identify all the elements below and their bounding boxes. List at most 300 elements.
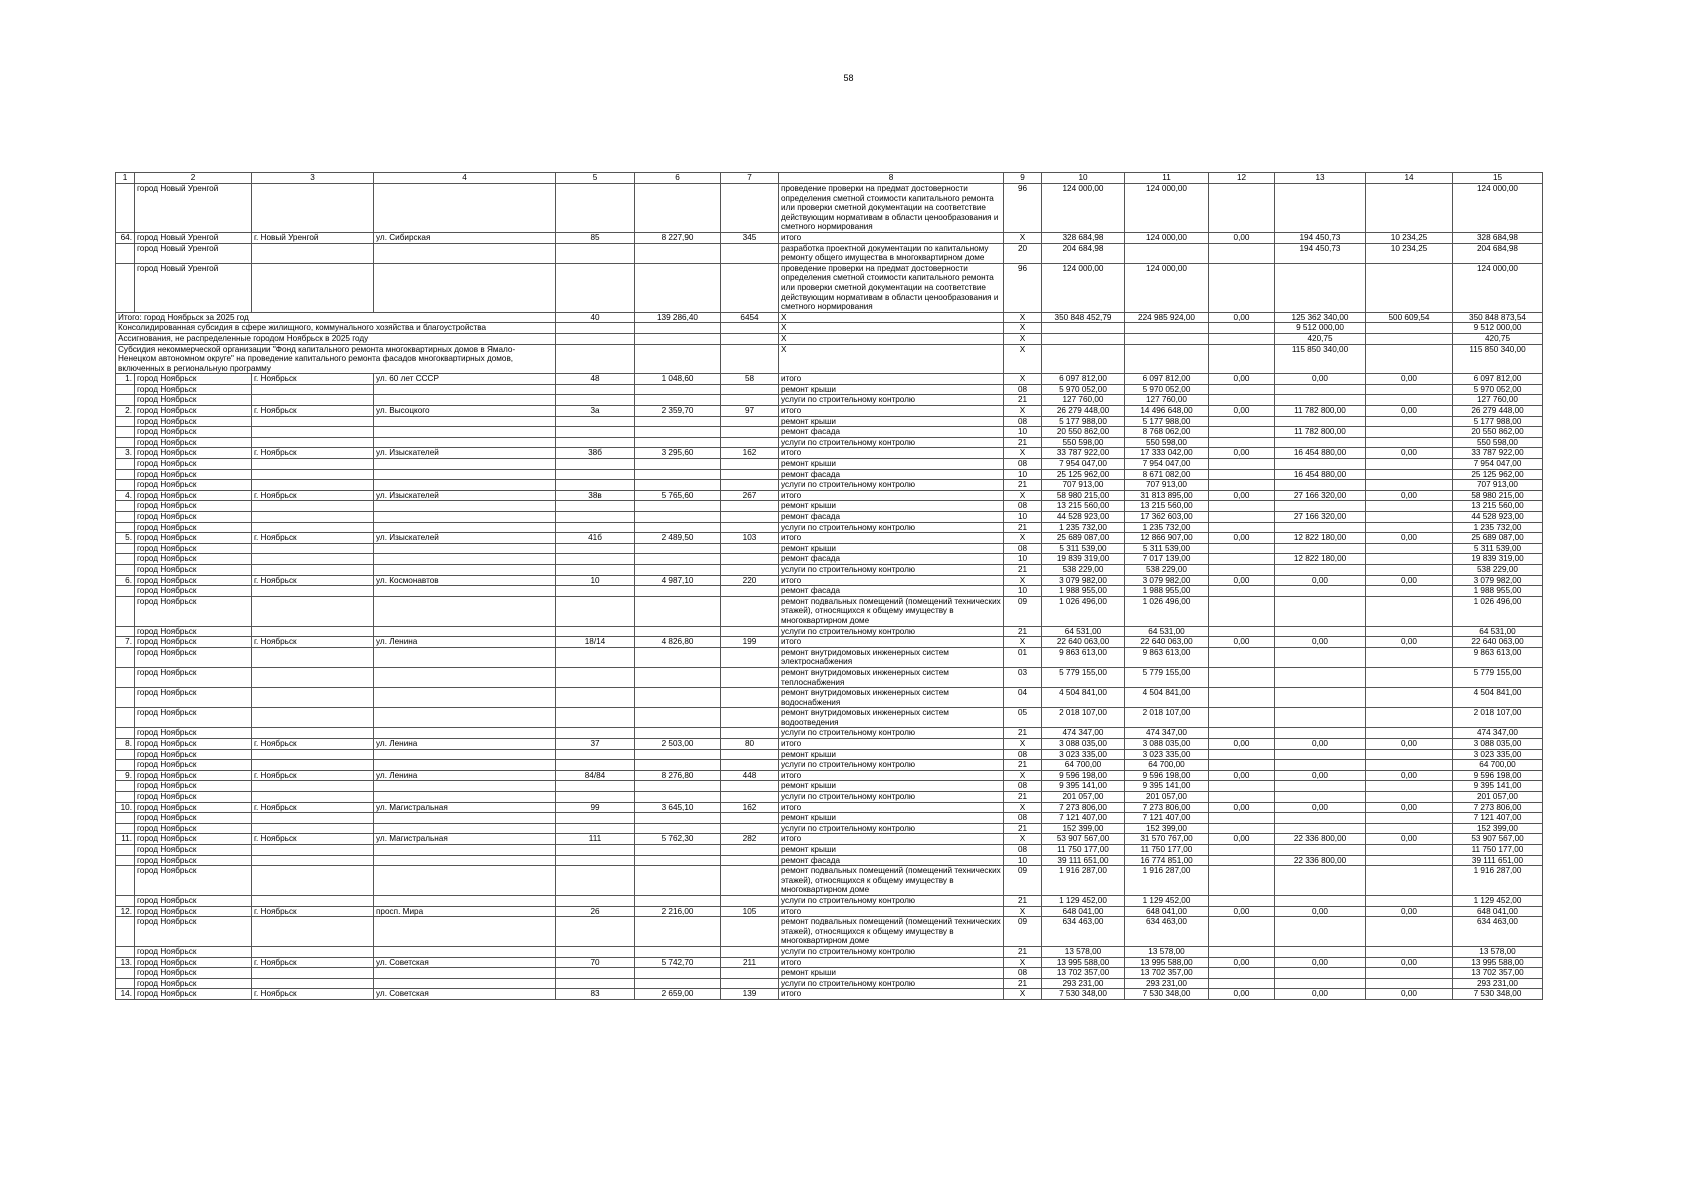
table-cell (1209, 968, 1275, 979)
table-cell (556, 184, 635, 233)
table-cell: просп. Мира (374, 906, 556, 917)
table-cell (721, 333, 779, 344)
table-cell: 9 596 198,00 (1125, 770, 1209, 781)
table-cell: город Ноябрьск (135, 770, 252, 781)
table-cell: 64 531,00 (1453, 626, 1543, 637)
table-cell: 12. (116, 906, 135, 917)
table-cell (556, 586, 635, 597)
table-cell: 64 700,00 (1042, 760, 1125, 771)
table-cell (556, 823, 635, 834)
table-cell (721, 543, 779, 554)
table-cell: ул. Советская (374, 957, 556, 968)
table-cell: ремонт внутридомовых инженерных систем водоснабжения (779, 688, 1004, 708)
table-cell (252, 968, 374, 979)
table-cell (252, 554, 374, 565)
table-cell: 11 750 177,00 (1042, 845, 1125, 856)
table-cell (556, 968, 635, 979)
table-cell (252, 781, 374, 792)
table-cell (556, 781, 635, 792)
table-cell: 103 (721, 533, 779, 544)
table-cell: ул. 60 лет СССР (374, 374, 556, 385)
table-row (116, 543, 1543, 554)
table-cell: итого (779, 834, 1004, 845)
table-row (116, 427, 1543, 438)
table-cell: г. Ноябрьск (252, 637, 374, 648)
table-cell (1366, 946, 1453, 957)
table-cell: 27 166 320,00 (1275, 512, 1366, 523)
table-cell: 21 (1004, 564, 1042, 575)
table-cell: 224 985 924,00 (1125, 312, 1209, 323)
table-cell: 1 048,60 (635, 374, 721, 385)
table-cell (252, 543, 374, 554)
table-cell: ремонт фасада (779, 855, 1004, 866)
table-cell: город Ноябрьск (135, 917, 252, 947)
table-cell (116, 512, 135, 523)
table-cell (1275, 184, 1366, 233)
table-cell (1275, 564, 1366, 575)
table-cell: 4. (116, 490, 135, 501)
table-cell (721, 469, 779, 480)
table-cell (374, 688, 556, 708)
table-cell (252, 823, 374, 834)
table-cell: 84/84 (556, 770, 635, 781)
table-cell (556, 384, 635, 395)
table-cell: 0,00 (1366, 989, 1453, 1000)
table-cell: 4 504 841,00 (1125, 688, 1209, 708)
table-cell: 282 (721, 834, 779, 845)
table-cell: 09 (1004, 596, 1042, 626)
table-cell: 648 041,00 (1125, 906, 1209, 917)
table-cell: 5 970 052,00 (1042, 384, 1125, 395)
table-cell (252, 184, 374, 233)
table-cell: 4 504 841,00 (1453, 688, 1543, 708)
table-cell: город Ноябрьск (135, 543, 252, 554)
table-cell (116, 978, 135, 989)
table-cell: 5 762,30 (635, 834, 721, 845)
table-cell (1275, 895, 1366, 906)
table-cell: 13 578,00 (1453, 946, 1543, 957)
table-cell: 44 528 923,00 (1042, 512, 1125, 523)
table-row (116, 895, 1543, 906)
table-cell: 4 826,80 (635, 637, 721, 648)
table-cell: г. Ноябрьск (252, 957, 374, 968)
table-cell: 634 463,00 (1125, 917, 1209, 947)
table-cell (635, 522, 721, 533)
table-cell: 17 362 603,00 (1125, 512, 1209, 523)
column-number-header: 3 (252, 173, 374, 184)
table-cell: 97 (721, 406, 779, 417)
table-cell (1275, 596, 1366, 626)
table-cell: 139 (721, 989, 779, 1000)
table-cell: 96 (1004, 184, 1042, 233)
table-cell: г. Ноябрьск (252, 448, 374, 459)
table-cell (721, 781, 779, 792)
table-cell: 31 813 895,00 (1125, 490, 1209, 501)
table-cell: 8 276,80 (635, 770, 721, 781)
table-cell (1366, 792, 1453, 803)
table-cell (1209, 512, 1275, 523)
table-cell: 3 079 982,00 (1042, 575, 1125, 586)
table-cell (556, 946, 635, 957)
table-cell: 96 (1004, 263, 1042, 312)
table-row (116, 739, 1543, 750)
table-cell (252, 855, 374, 866)
table-cell: 6 097 812,00 (1125, 374, 1209, 385)
table-cell: ремонт подвальных помещений (помещений технических этажей), относящихся к общему имуществу в многоквартирном доме (779, 917, 1004, 947)
table-cell (556, 512, 635, 523)
table-cell (1275, 792, 1366, 803)
table-cell: 13 578,00 (1125, 946, 1209, 957)
table-row (116, 978, 1543, 989)
table-cell (1275, 823, 1366, 834)
table-cell: город Ноябрьск (135, 575, 252, 586)
table-cell: 293 231,00 (1125, 978, 1209, 989)
table-row (116, 708, 1543, 728)
table-cell (1366, 184, 1453, 233)
table-cell (1275, 968, 1366, 979)
table-cell: 5 177 988,00 (1453, 416, 1543, 427)
table-cell (556, 501, 635, 512)
table-cell: 16 454 880,00 (1275, 448, 1366, 459)
table-row (116, 533, 1543, 544)
table-cell: 99 (556, 802, 635, 813)
table-cell (1209, 823, 1275, 834)
table-cell: г. Ноябрьск (252, 374, 374, 385)
table-cell: ремонт крыши (779, 543, 1004, 554)
table-cell (721, 564, 779, 575)
table-cell: 6. (116, 575, 135, 586)
table-cell: 37 (556, 739, 635, 750)
table-cell (116, 427, 135, 438)
table-cell: 13 578,00 (1042, 946, 1125, 957)
table-cell (374, 480, 556, 491)
table-cell: 08 (1004, 459, 1042, 470)
table-cell (556, 895, 635, 906)
table-cell (635, 708, 721, 728)
table-cell: 3 023 335,00 (1125, 749, 1209, 760)
table-cell (116, 469, 135, 480)
table-cell (556, 427, 635, 438)
table-cell: 33 787 922,00 (1042, 448, 1125, 459)
table-cell (1366, 333, 1453, 344)
table-row (116, 480, 1543, 491)
table-cell (635, 845, 721, 856)
table-cell: 22 640 063,00 (1453, 637, 1543, 648)
table-cell (374, 184, 556, 233)
table-cell: ремонт внутридомовых инженерных систем теплоснабжения (779, 667, 1004, 687)
table-row (116, 586, 1543, 597)
table-cell: ул. Изыскателей (374, 490, 556, 501)
table-cell (721, 792, 779, 803)
table-cell (1366, 395, 1453, 406)
table-cell: 10 (1004, 512, 1042, 523)
table-cell: 13 215 560,00 (1453, 501, 1543, 512)
table-cell: 3. (116, 448, 135, 459)
table-cell (374, 437, 556, 448)
table-cell: город Ноябрьск (135, 437, 252, 448)
table-row (116, 845, 1543, 856)
table-cell: 7 530 348,00 (1125, 989, 1209, 1000)
table-cell (635, 855, 721, 866)
table-cell (635, 978, 721, 989)
table-cell: ремонт внутридомовых инженерных систем электроснабжения (779, 647, 1004, 667)
table-cell: 08 (1004, 543, 1042, 554)
table-cell (252, 688, 374, 708)
table-cell (635, 184, 721, 233)
table-cell (635, 501, 721, 512)
table-cell: 194 450,73 (1275, 243, 1366, 263)
table-cell (635, 968, 721, 979)
table-cell: 58 980 215,00 (1042, 490, 1125, 501)
table-cell (252, 384, 374, 395)
table-row (116, 760, 1543, 771)
table-cell: город Ноябрьск (135, 395, 252, 406)
table-cell: 1 235 732,00 (1125, 522, 1209, 533)
table-cell: 14 496 648,00 (1125, 406, 1209, 417)
table-cell (635, 480, 721, 491)
table-cell (374, 586, 556, 597)
table-cell (635, 823, 721, 834)
table-cell (1275, 728, 1366, 739)
table-cell (252, 459, 374, 470)
table-cell: 14. (116, 989, 135, 1000)
table-cell (1275, 384, 1366, 395)
table-cell: 3 088 035,00 (1125, 739, 1209, 750)
table-cell: 0,00 (1366, 637, 1453, 648)
table-cell: 0,00 (1366, 374, 1453, 385)
table-cell: 0,00 (1209, 739, 1275, 750)
table-cell: 08 (1004, 845, 1042, 856)
table-cell: 0,00 (1209, 374, 1275, 385)
table-cell: город Новый Уренгой (135, 243, 252, 263)
table-cell: X (1004, 323, 1042, 334)
table-cell: итого (779, 770, 1004, 781)
table-cell (374, 728, 556, 739)
table-cell: X (1004, 533, 1042, 544)
table-cell (556, 416, 635, 427)
table-cell (721, 667, 779, 687)
table-cell (252, 626, 374, 637)
table-cell (556, 543, 635, 554)
table-cell: город Ноябрьск (135, 895, 252, 906)
table-cell (374, 781, 556, 792)
table-row (116, 637, 1543, 648)
table-cell: 7 273 806,00 (1125, 802, 1209, 813)
table-cell: 538 229,00 (1125, 564, 1209, 575)
table-cell (252, 647, 374, 667)
column-number-header: 8 (779, 173, 1004, 184)
table-cell: 0,00 (1275, 906, 1366, 917)
table-cell: 648 041,00 (1453, 906, 1543, 917)
table-cell (116, 522, 135, 533)
table-cell (635, 781, 721, 792)
table-cell: 4 504 841,00 (1042, 688, 1125, 708)
table-cell (1366, 323, 1453, 334)
table-cell (252, 522, 374, 533)
table-row (116, 647, 1543, 667)
table-cell (635, 792, 721, 803)
table-cell (1366, 823, 1453, 834)
table-cell: 124 000,00 (1453, 184, 1543, 233)
table-cell (116, 647, 135, 667)
table-row (116, 512, 1543, 523)
table-row (116, 184, 1543, 233)
table-cell: X (1004, 739, 1042, 750)
table-cell (252, 895, 374, 906)
table-cell: проведение проверки на предмат достоверности определения сметной стоимости капитального ремонта или проверки сметной документации на соответствие действующим нормативам в области ценообразования и сметного нормирования (779, 263, 1004, 312)
table-cell (556, 667, 635, 687)
table-cell (1209, 459, 1275, 470)
table-cell: ул. Магистральная (374, 802, 556, 813)
table-cell: 11 782 800,00 (1275, 406, 1366, 417)
table-cell: 10 (1004, 427, 1042, 438)
table-cell: город Ноябрьск (135, 823, 252, 834)
table-cell: 707 913,00 (1125, 480, 1209, 491)
table-cell: 0,00 (1275, 374, 1366, 385)
table-cell (374, 667, 556, 687)
table-cell (721, 395, 779, 406)
table-cell: 04 (1004, 688, 1042, 708)
table-cell: 5 765,60 (635, 490, 721, 501)
table-row (116, 626, 1543, 637)
table-cell (1275, 866, 1366, 896)
table-cell (635, 554, 721, 565)
table-cell (116, 416, 135, 427)
table-cell (1209, 855, 1275, 866)
table-cell (1042, 344, 1125, 374)
table-cell: 9 596 198,00 (1453, 770, 1543, 781)
table-cell: ул. Советская (374, 989, 556, 1000)
table-cell: 5 970 052,00 (1125, 384, 1209, 395)
table-cell: 550 598,00 (1042, 437, 1125, 448)
table-cell (1366, 708, 1453, 728)
table-cell (252, 667, 374, 687)
table-cell (1275, 626, 1366, 637)
table-cell: 0,00 (1366, 533, 1453, 544)
table-cell: ул. Изыскателей (374, 533, 556, 544)
table-cell (1275, 543, 1366, 554)
table-cell (721, 586, 779, 597)
table-cell (721, 708, 779, 728)
table-cell (721, 184, 779, 233)
table-cell: 08 (1004, 749, 1042, 760)
table-cell (374, 855, 556, 866)
table-cell: город Ноябрьск (135, 845, 252, 856)
table-cell (1366, 512, 1453, 523)
table-cell: 83 (556, 989, 635, 1000)
table-cell (1366, 384, 1453, 395)
table-cell (721, 263, 779, 312)
table-row (116, 792, 1543, 803)
table-cell (1275, 688, 1366, 708)
table-row (116, 989, 1543, 1000)
table-cell (1366, 667, 1453, 687)
table-row (116, 749, 1543, 760)
table-cell: г. Ноябрьск (252, 989, 374, 1000)
table-cell: 162 (721, 802, 779, 813)
table-cell: город Ноябрьск (135, 855, 252, 866)
table-cell (1209, 781, 1275, 792)
table-cell (721, 437, 779, 448)
table-cell (635, 416, 721, 427)
table-cell: 5 779 155,00 (1453, 667, 1543, 687)
table-cell (374, 626, 556, 637)
table-cell: 7 273 806,00 (1042, 802, 1125, 813)
table-body (116, 173, 1543, 1000)
table-cell (252, 708, 374, 728)
table-row (116, 834, 1543, 845)
table-cell (374, 823, 556, 834)
table-cell (556, 792, 635, 803)
table-cell: 26 279 448,00 (1042, 406, 1125, 417)
table-cell (1209, 866, 1275, 896)
table-cell: 2 018 107,00 (1125, 708, 1209, 728)
table-row (116, 406, 1543, 417)
table-cell: 4 987,10 (635, 575, 721, 586)
table-cell (116, 688, 135, 708)
table-cell: 21 (1004, 792, 1042, 803)
table-row (116, 459, 1543, 470)
table-cell (635, 437, 721, 448)
table-cell: 5 970 052,00 (1453, 384, 1543, 395)
table-cell (116, 384, 135, 395)
table-cell (252, 501, 374, 512)
table-cell (635, 323, 721, 334)
table-cell (556, 855, 635, 866)
table-cell: город Ноябрьск (135, 384, 252, 395)
table-cell: 0,00 (1209, 312, 1275, 323)
table-row (116, 448, 1543, 459)
table-cell: 124 000,00 (1453, 263, 1543, 312)
table-cell: город Ноябрьск (135, 522, 252, 533)
table-cell: 08 (1004, 813, 1042, 824)
table-cell (1209, 647, 1275, 667)
table-cell (374, 459, 556, 470)
table-cell: 5 311 539,00 (1453, 543, 1543, 554)
table-row (116, 855, 1543, 866)
table-cell: 09 (1004, 866, 1042, 896)
table-cell: 05 (1004, 708, 1042, 728)
table-cell: город Ноябрьск (135, 647, 252, 667)
table-cell: 420,75 (1275, 333, 1366, 344)
table-cell (116, 895, 135, 906)
table-cell: услуги по строительному контролю (779, 823, 1004, 834)
table-cell (721, 823, 779, 834)
table-cell (1125, 344, 1209, 374)
table-cell: город Ноябрьск (135, 781, 252, 792)
table-cell: город Ноябрьск (135, 512, 252, 523)
table-cell (635, 866, 721, 896)
table-cell: город Ноябрьск (135, 978, 252, 989)
table-cell: 3 079 982,00 (1125, 575, 1209, 586)
table-cell (374, 749, 556, 760)
table-cell: ремонт крыши (779, 813, 1004, 824)
summary-row (116, 344, 1543, 374)
table-row (116, 490, 1543, 501)
table-cell (556, 437, 635, 448)
table-row (116, 575, 1543, 586)
table-cell (252, 512, 374, 523)
table-cell: 0,00 (1366, 406, 1453, 417)
table-cell (635, 647, 721, 667)
table-cell: 2 359,70 (635, 406, 721, 417)
table-cell (1209, 728, 1275, 739)
table-cell (1209, 469, 1275, 480)
table-cell (635, 543, 721, 554)
table-cell: 80 (721, 739, 779, 750)
summary-row (116, 333, 1543, 344)
table-cell: 9 863 613,00 (1125, 647, 1209, 667)
